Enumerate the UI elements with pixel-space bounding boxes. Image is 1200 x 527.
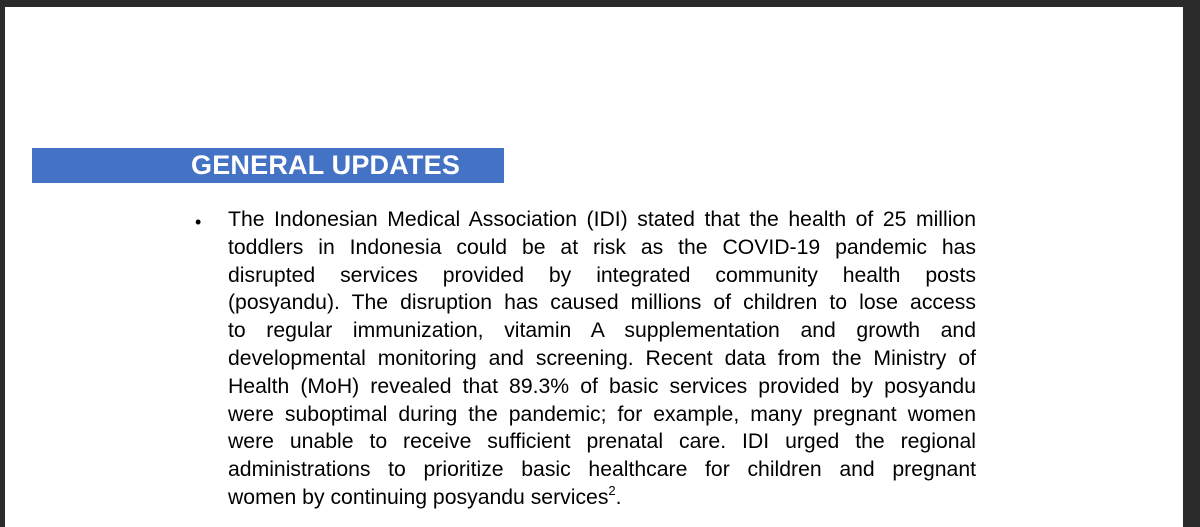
paragraph-line: were suboptimal during the pandemic; for example, many pregnant women <box>228 402 976 426</box>
paragraph-line: toddlers in Indonesia could be at risk as the COVID-19 pandemic has <box>228 235 976 259</box>
paragraph-last-line <box>228 484 976 512</box>
section-header <box>32 148 504 183</box>
document-page <box>5 7 1183 527</box>
last-line-end: . <box>615 485 622 509</box>
paragraph-line: disrupted services provided by integrated community health posts <box>228 263 976 287</box>
last-line-text: women by continuing posyandu services <box>228 485 609 509</box>
paragraph-line: to regular immunization, vitamin A supplementation and growth and <box>228 319 976 343</box>
bullet-paragraph <box>228 206 976 512</box>
paragraph-line: were unable to receive sufficient prenatal care. IDI urged the regional <box>228 430 976 454</box>
paragraph-line: The Indonesian Medical Association (IDI) stated that the health of 25 million <box>228 208 976 231</box>
paragraph-line: developmental monitoring and screening. Recent data from the Ministry of <box>228 346 976 370</box>
paragraph-line: administrations to prioritize basic healthcare for children and pregnant <box>228 458 976 482</box>
paragraph-line: (posyandu). The disruption has caused millions of children to lose access <box>228 291 976 315</box>
paragraph-line: Health (MoH) revealed that 89.3% of basic services provided by posyandu <box>228 374 976 398</box>
footnote-reference[interactable]: 2 <box>608 482 616 498</box>
bullet-marker: • <box>195 212 202 232</box>
section-title: GENERAL UPDATES <box>191 150 461 180</box>
